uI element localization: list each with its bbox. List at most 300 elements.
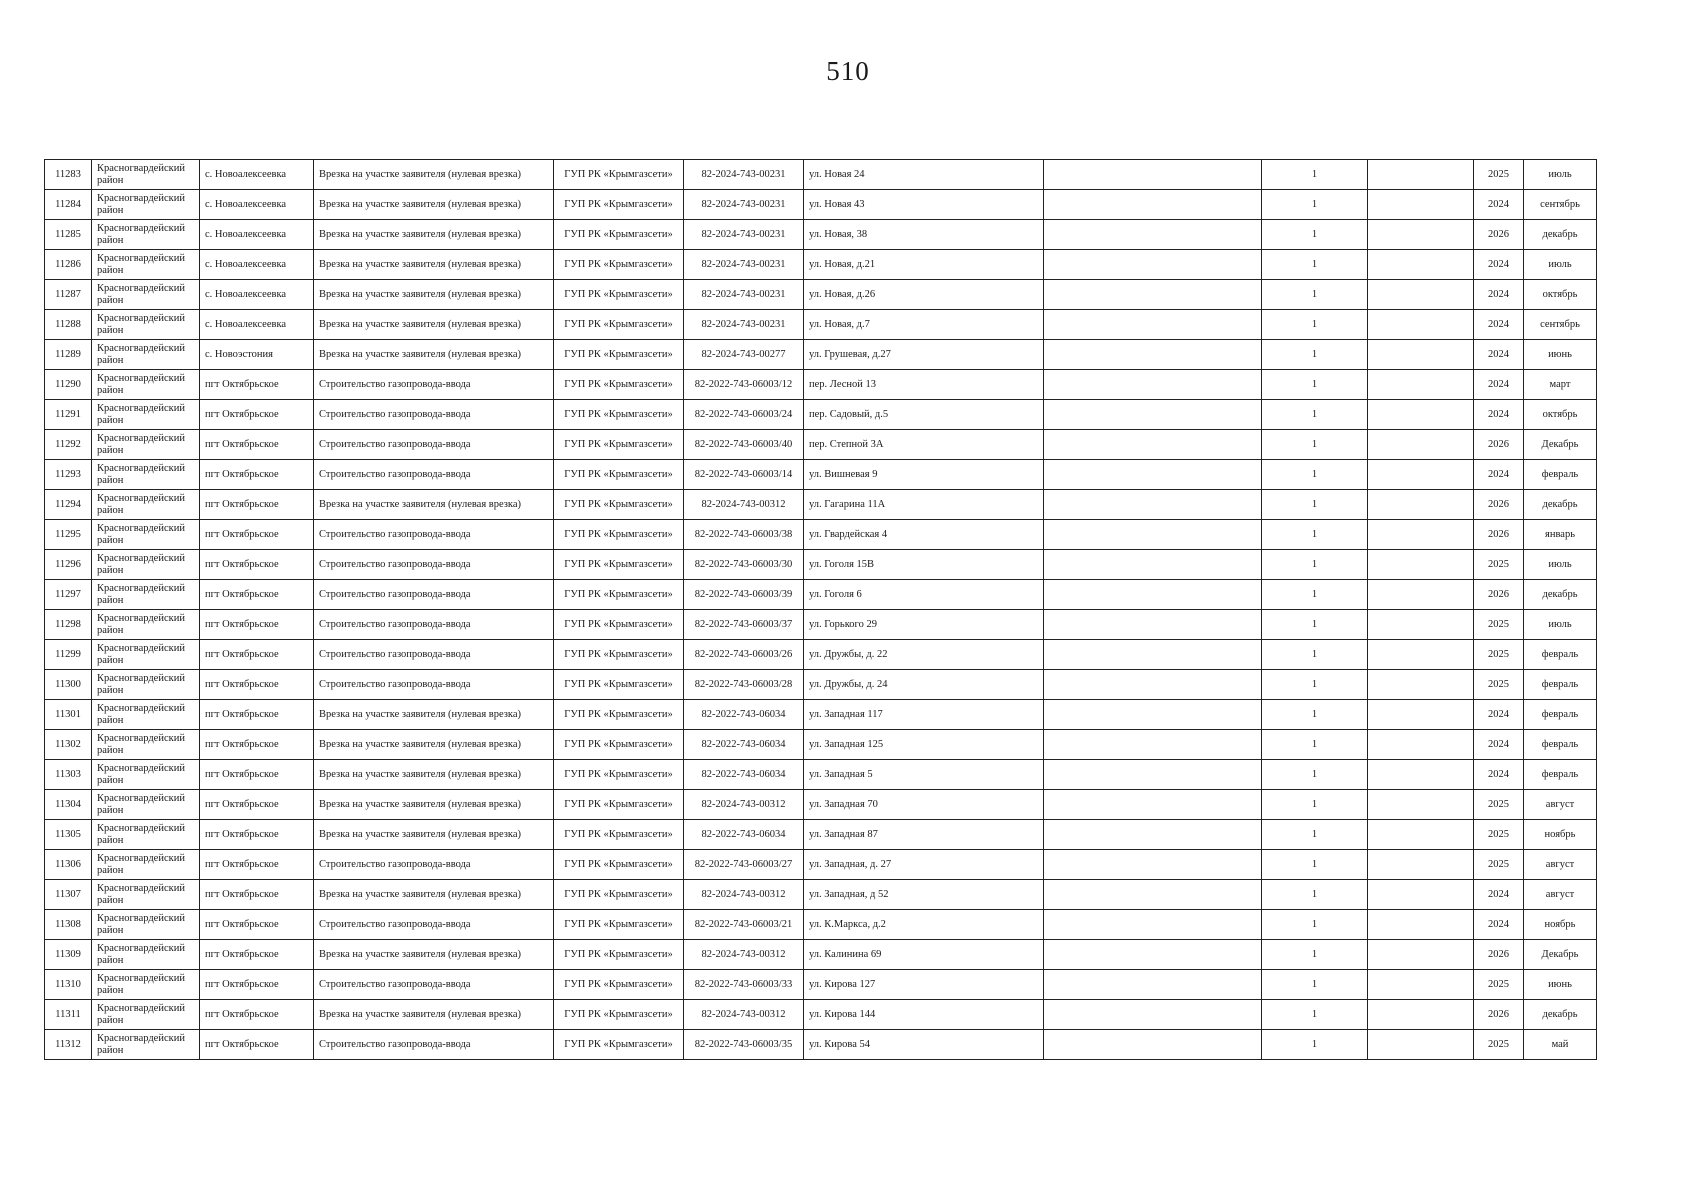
district-cell: Красногвардейский район xyxy=(92,430,200,460)
organization-cell: ГУП РК «Крымгазсети» xyxy=(554,1000,684,1030)
locality-cell: пгт Октябрьское xyxy=(200,700,314,730)
empty-cell xyxy=(1368,910,1474,940)
locality-cell: пгт Октябрьское xyxy=(200,580,314,610)
program-code-cell: 82-2022-743-06034 xyxy=(684,700,804,730)
work-type-cell: Врезка на участке заявителя (нулевая врезка) xyxy=(314,280,554,310)
row-number-cell: 11283 xyxy=(45,160,92,190)
address-cell: ул. Гвардейская 4 xyxy=(804,520,1044,550)
quantity-cell: 1 xyxy=(1262,970,1368,1000)
district-cell: Красногвардейский район xyxy=(92,160,200,190)
program-code-cell: 82-2022-743-06003/24 xyxy=(684,400,804,430)
year-cell: 2025 xyxy=(1474,970,1524,1000)
month-cell: ноябрь xyxy=(1524,820,1597,850)
row-number-cell: 11309 xyxy=(45,940,92,970)
organization-cell: ГУП РК «Крымгазсети» xyxy=(554,220,684,250)
empty-cell xyxy=(1044,670,1262,700)
organization-cell: ГУП РК «Крымгазсети» xyxy=(554,790,684,820)
month-cell: март xyxy=(1524,370,1597,400)
table-row xyxy=(45,340,1597,370)
empty-cell xyxy=(1044,250,1262,280)
organization-cell: ГУП РК «Крымгазсети» xyxy=(554,520,684,550)
program-code-cell: 82-2024-743-00231 xyxy=(684,280,804,310)
locality-cell: пгт Октябрьское xyxy=(200,760,314,790)
locality-cell: пгт Октябрьское xyxy=(200,400,314,430)
locality-cell: пгт Октябрьское xyxy=(200,970,314,1000)
district-cell: Красногвардейский район xyxy=(92,340,200,370)
organization-cell: ГУП РК «Крымгазсети» xyxy=(554,340,684,370)
program-code-cell: 82-2024-743-00231 xyxy=(684,160,804,190)
locality-cell: с. Новоалексеевка xyxy=(200,310,314,340)
year-cell: 2026 xyxy=(1474,430,1524,460)
program-code-cell: 82-2022-743-06003/35 xyxy=(684,1030,804,1060)
address-cell: ул. Кирова 144 xyxy=(804,1000,1044,1030)
empty-cell xyxy=(1044,910,1262,940)
table-row xyxy=(45,160,1597,190)
address-cell: ул. Западная 117 xyxy=(804,700,1044,730)
district-cell: Красногвардейский район xyxy=(92,640,200,670)
program-code-cell: 82-2024-743-00312 xyxy=(684,790,804,820)
program-code-cell: 82-2024-743-00312 xyxy=(684,490,804,520)
organization-cell: ГУП РК «Крымгазсети» xyxy=(554,430,684,460)
month-cell: август xyxy=(1524,790,1597,820)
month-cell: июль xyxy=(1524,550,1597,580)
locality-cell: пгт Октябрьское xyxy=(200,1030,314,1060)
work-type-cell: Врезка на участке заявителя (нулевая врезка) xyxy=(314,340,554,370)
address-cell: ул. Западная 125 xyxy=(804,730,1044,760)
quantity-cell: 1 xyxy=(1262,640,1368,670)
district-cell: Красногвардейский район xyxy=(92,490,200,520)
locality-cell: с. Новоалексеевка xyxy=(200,280,314,310)
table-row xyxy=(45,910,1597,940)
organization-cell: ГУП РК «Крымгазсети» xyxy=(554,1030,684,1060)
empty-cell xyxy=(1368,880,1474,910)
work-type-cell: Строительство газопровода-ввода xyxy=(314,850,554,880)
locality-cell: пгт Октябрьское xyxy=(200,490,314,520)
row-number-cell: 11310 xyxy=(45,970,92,1000)
registry-body xyxy=(45,160,1597,1060)
table-row xyxy=(45,1000,1597,1030)
quantity-cell: 1 xyxy=(1262,1000,1368,1030)
organization-cell: ГУП РК «Крымгазсети» xyxy=(554,640,684,670)
address-cell: ул. Западная 87 xyxy=(804,820,1044,850)
work-type-cell: Строительство газопровода-ввода xyxy=(314,910,554,940)
month-cell: июнь xyxy=(1524,340,1597,370)
row-number-cell: 11292 xyxy=(45,430,92,460)
work-type-cell: Врезка на участке заявителя (нулевая врезка) xyxy=(314,940,554,970)
month-cell: Декабрь xyxy=(1524,940,1597,970)
work-type-cell: Строительство газопровода-ввода xyxy=(314,430,554,460)
locality-cell: пгт Октябрьское xyxy=(200,730,314,760)
table-row xyxy=(45,250,1597,280)
address-cell: ул. Новая 43 xyxy=(804,190,1044,220)
year-cell: 2025 xyxy=(1474,670,1524,700)
organization-cell: ГУП РК «Крымгазсети» xyxy=(554,940,684,970)
locality-cell: пгт Октябрьское xyxy=(200,610,314,640)
row-number-cell: 11300 xyxy=(45,670,92,700)
district-cell: Красногвардейский район xyxy=(92,730,200,760)
row-number-cell: 11290 xyxy=(45,370,92,400)
table-row xyxy=(45,370,1597,400)
month-cell: декабрь xyxy=(1524,220,1597,250)
row-number-cell: 11285 xyxy=(45,220,92,250)
empty-cell xyxy=(1044,700,1262,730)
row-number-cell: 11294 xyxy=(45,490,92,520)
district-cell: Красногвардейский район xyxy=(92,790,200,820)
address-cell: ул. Западная, д. 27 xyxy=(804,850,1044,880)
empty-cell xyxy=(1368,640,1474,670)
program-code-cell: 82-2022-743-06034 xyxy=(684,760,804,790)
empty-cell xyxy=(1044,880,1262,910)
row-number-cell: 11304 xyxy=(45,790,92,820)
quantity-cell: 1 xyxy=(1262,580,1368,610)
year-cell: 2024 xyxy=(1474,190,1524,220)
work-type-cell: Строительство газопровода-ввода xyxy=(314,610,554,640)
quantity-cell: 1 xyxy=(1262,340,1368,370)
empty-cell xyxy=(1044,400,1262,430)
empty-cell xyxy=(1044,730,1262,760)
month-cell: февраль xyxy=(1524,460,1597,490)
organization-cell: ГУП РК «Крымгазсети» xyxy=(554,970,684,1000)
address-cell: ул. Гоголя 15В xyxy=(804,550,1044,580)
empty-cell xyxy=(1044,520,1262,550)
registry-table xyxy=(44,159,1597,1060)
row-number-cell: 11312 xyxy=(45,1030,92,1060)
empty-cell xyxy=(1044,850,1262,880)
address-cell: ул. Кирова 127 xyxy=(804,970,1044,1000)
year-cell: 2026 xyxy=(1474,940,1524,970)
address-cell: ул. Дружбы, д. 24 xyxy=(804,670,1044,700)
district-cell: Красногвардейский район xyxy=(92,310,200,340)
quantity-cell: 1 xyxy=(1262,790,1368,820)
empty-cell xyxy=(1368,790,1474,820)
locality-cell: пгт Октябрьское xyxy=(200,880,314,910)
empty-cell xyxy=(1368,670,1474,700)
table-row xyxy=(45,610,1597,640)
work-type-cell: Врезка на участке заявителя (нулевая врезка) xyxy=(314,760,554,790)
empty-cell xyxy=(1044,760,1262,790)
address-cell: ул. Западная 70 xyxy=(804,790,1044,820)
year-cell: 2025 xyxy=(1474,550,1524,580)
row-number-cell: 11301 xyxy=(45,700,92,730)
year-cell: 2024 xyxy=(1474,400,1524,430)
row-number-cell: 11302 xyxy=(45,730,92,760)
row-number-cell: 11295 xyxy=(45,520,92,550)
table-row xyxy=(45,400,1597,430)
row-number-cell: 11311 xyxy=(45,1000,92,1030)
table-row xyxy=(45,700,1597,730)
address-cell: ул. Новая, д.26 xyxy=(804,280,1044,310)
work-type-cell: Врезка на участке заявителя (нулевая врезка) xyxy=(314,820,554,850)
table-row xyxy=(45,790,1597,820)
month-cell: декабрь xyxy=(1524,580,1597,610)
year-cell: 2025 xyxy=(1474,850,1524,880)
quantity-cell: 1 xyxy=(1262,250,1368,280)
quantity-cell: 1 xyxy=(1262,310,1368,340)
table-row xyxy=(45,280,1597,310)
program-code-cell: 82-2022-743-06003/26 xyxy=(684,640,804,670)
district-cell: Красногвардейский район xyxy=(92,1000,200,1030)
organization-cell: ГУП РК «Крымгазсети» xyxy=(554,910,684,940)
program-code-cell: 82-2024-743-00231 xyxy=(684,190,804,220)
work-type-cell: Врезка на участке заявителя (нулевая врезка) xyxy=(314,310,554,340)
quantity-cell: 1 xyxy=(1262,730,1368,760)
empty-cell xyxy=(1368,520,1474,550)
district-cell: Красногвардейский район xyxy=(92,850,200,880)
empty-cell xyxy=(1368,610,1474,640)
district-cell: Красногвардейский район xyxy=(92,970,200,1000)
district-cell: Красногвардейский район xyxy=(92,610,200,640)
quantity-cell: 1 xyxy=(1262,520,1368,550)
empty-cell xyxy=(1368,190,1474,220)
empty-cell xyxy=(1368,220,1474,250)
empty-cell xyxy=(1044,160,1262,190)
table-row xyxy=(45,820,1597,850)
month-cell: август xyxy=(1524,850,1597,880)
organization-cell: ГУП РК «Крымгазсети» xyxy=(554,190,684,220)
quantity-cell: 1 xyxy=(1262,850,1368,880)
quantity-cell: 1 xyxy=(1262,460,1368,490)
district-cell: Красногвардейский район xyxy=(92,370,200,400)
year-cell: 2024 xyxy=(1474,700,1524,730)
organization-cell: ГУП РК «Крымгазсети» xyxy=(554,160,684,190)
work-type-cell: Врезка на участке заявителя (нулевая врезка) xyxy=(314,880,554,910)
year-cell: 2024 xyxy=(1474,280,1524,310)
empty-cell xyxy=(1368,580,1474,610)
month-cell: январь xyxy=(1524,520,1597,550)
quantity-cell: 1 xyxy=(1262,1030,1368,1060)
program-code-cell: 82-2024-743-00277 xyxy=(684,340,804,370)
organization-cell: ГУП РК «Крымгазсети» xyxy=(554,610,684,640)
empty-cell xyxy=(1044,310,1262,340)
empty-cell xyxy=(1044,970,1262,1000)
address-cell: ул. Гоголя 6 xyxy=(804,580,1044,610)
district-cell: Красногвардейский район xyxy=(92,880,200,910)
year-cell: 2024 xyxy=(1474,880,1524,910)
address-cell: ул. Грушевая, д.27 xyxy=(804,340,1044,370)
month-cell: октябрь xyxy=(1524,280,1597,310)
address-cell: ул. Вишневая 9 xyxy=(804,460,1044,490)
locality-cell: пгт Октябрьское xyxy=(200,790,314,820)
month-cell: август xyxy=(1524,880,1597,910)
work-type-cell: Строительство газопровода-ввода xyxy=(314,580,554,610)
empty-cell xyxy=(1044,370,1262,400)
row-number-cell: 11297 xyxy=(45,580,92,610)
empty-cell xyxy=(1044,940,1262,970)
row-number-cell: 11307 xyxy=(45,880,92,910)
program-code-cell: 82-2024-743-00312 xyxy=(684,1000,804,1030)
address-cell: ул. Западная 5 xyxy=(804,760,1044,790)
row-number-cell: 11305 xyxy=(45,820,92,850)
work-type-cell: Строительство газопровода-ввода xyxy=(314,640,554,670)
district-cell: Красногвардейский район xyxy=(92,670,200,700)
empty-cell xyxy=(1044,340,1262,370)
empty-cell xyxy=(1368,1000,1474,1030)
year-cell: 2024 xyxy=(1474,370,1524,400)
district-cell: Красногвардейский район xyxy=(92,400,200,430)
locality-cell: пгт Октябрьское xyxy=(200,640,314,670)
table-row xyxy=(45,580,1597,610)
year-cell: 2024 xyxy=(1474,730,1524,760)
program-code-cell: 82-2022-743-06003/38 xyxy=(684,520,804,550)
year-cell: 2025 xyxy=(1474,640,1524,670)
year-cell: 2025 xyxy=(1474,820,1524,850)
organization-cell: ГУП РК «Крымгазсети» xyxy=(554,400,684,430)
year-cell: 2025 xyxy=(1474,160,1524,190)
program-code-cell: 82-2022-743-06003/39 xyxy=(684,580,804,610)
table-row xyxy=(45,490,1597,520)
district-cell: Красногвардейский район xyxy=(92,190,200,220)
month-cell: февраль xyxy=(1524,760,1597,790)
month-cell: июль xyxy=(1524,250,1597,280)
address-cell: ул. Западная, д 52 xyxy=(804,880,1044,910)
empty-cell xyxy=(1044,1030,1262,1060)
year-cell: 2026 xyxy=(1474,520,1524,550)
locality-cell: пгт Октябрьское xyxy=(200,430,314,460)
year-cell: 2025 xyxy=(1474,790,1524,820)
address-cell: пер. Лесной 13 xyxy=(804,370,1044,400)
empty-cell xyxy=(1368,160,1474,190)
empty-cell xyxy=(1368,970,1474,1000)
year-cell: 2024 xyxy=(1474,340,1524,370)
organization-cell: ГУП РК «Крымгазсети» xyxy=(554,880,684,910)
district-cell: Красногвардейский район xyxy=(92,250,200,280)
quantity-cell: 1 xyxy=(1262,370,1368,400)
organization-cell: ГУП РК «Крымгазсети» xyxy=(554,370,684,400)
quantity-cell: 1 xyxy=(1262,490,1368,520)
row-number-cell: 11291 xyxy=(45,400,92,430)
quantity-cell: 1 xyxy=(1262,400,1368,430)
quantity-cell: 1 xyxy=(1262,550,1368,580)
locality-cell: с. Новоалексеевка xyxy=(200,190,314,220)
empty-cell xyxy=(1044,190,1262,220)
locality-cell: пгт Октябрьское xyxy=(200,940,314,970)
address-cell: ул. К.Маркса, д.2 xyxy=(804,910,1044,940)
table-row xyxy=(45,550,1597,580)
empty-cell xyxy=(1368,370,1474,400)
row-number-cell: 11298 xyxy=(45,610,92,640)
program-code-cell: 82-2022-743-06034 xyxy=(684,730,804,760)
district-cell: Красногвардейский район xyxy=(92,1030,200,1060)
locality-cell: с. Новоалексеевка xyxy=(200,250,314,280)
organization-cell: ГУП РК «Крымгазсети» xyxy=(554,730,684,760)
row-number-cell: 11288 xyxy=(45,310,92,340)
district-cell: Красногвардейский район xyxy=(92,220,200,250)
month-cell: февраль xyxy=(1524,640,1597,670)
empty-cell xyxy=(1044,280,1262,310)
year-cell: 2024 xyxy=(1474,910,1524,940)
table-row xyxy=(45,880,1597,910)
organization-cell: ГУП РК «Крымгазсети» xyxy=(554,670,684,700)
work-type-cell: Строительство газопровода-ввода xyxy=(314,970,554,1000)
work-type-cell: Врезка на участке заявителя (нулевая врезка) xyxy=(314,220,554,250)
organization-cell: ГУП РК «Крымгазсети» xyxy=(554,250,684,280)
organization-cell: ГУП РК «Крымгазсети» xyxy=(554,700,684,730)
program-code-cell: 82-2022-743-06003/37 xyxy=(684,610,804,640)
program-code-cell: 82-2024-743-00231 xyxy=(684,220,804,250)
empty-cell xyxy=(1044,640,1262,670)
locality-cell: с. Новоалексеевка xyxy=(200,220,314,250)
locality-cell: с. Новоэстония xyxy=(200,340,314,370)
organization-cell: ГУП РК «Крымгазсети» xyxy=(554,280,684,310)
row-number-cell: 11299 xyxy=(45,640,92,670)
locality-cell: пгт Октябрьское xyxy=(200,520,314,550)
empty-cell xyxy=(1044,820,1262,850)
district-cell: Красногвардейский район xyxy=(92,550,200,580)
address-cell: пер. Степной 3А xyxy=(804,430,1044,460)
table-row xyxy=(45,760,1597,790)
program-code-cell: 82-2022-743-06003/14 xyxy=(684,460,804,490)
district-cell: Красногвардейский район xyxy=(92,280,200,310)
table-row xyxy=(45,940,1597,970)
quantity-cell: 1 xyxy=(1262,760,1368,790)
work-type-cell: Строительство газопровода-ввода xyxy=(314,550,554,580)
district-cell: Красногвардейский район xyxy=(92,940,200,970)
quantity-cell: 1 xyxy=(1262,220,1368,250)
work-type-cell: Врезка на участке заявителя (нулевая врезка) xyxy=(314,490,554,520)
month-cell: май xyxy=(1524,1030,1597,1060)
month-cell: июнь xyxy=(1524,970,1597,1000)
program-code-cell: 82-2024-743-00312 xyxy=(684,880,804,910)
table-row xyxy=(45,520,1597,550)
page-number: 510 xyxy=(826,56,870,86)
empty-cell xyxy=(1368,940,1474,970)
address-cell: ул. Новая 24 xyxy=(804,160,1044,190)
address-cell: ул. Новая, д.7 xyxy=(804,310,1044,340)
month-cell: октябрь xyxy=(1524,400,1597,430)
month-cell: декабрь xyxy=(1524,490,1597,520)
address-cell: ул. Калинина 69 xyxy=(804,940,1044,970)
address-cell: ул. Дружбы, д. 22 xyxy=(804,640,1044,670)
table-row xyxy=(45,970,1597,1000)
table-row xyxy=(45,730,1597,760)
empty-cell xyxy=(1044,220,1262,250)
address-cell: пер. Садовый, д.5 xyxy=(804,400,1044,430)
quantity-cell: 1 xyxy=(1262,670,1368,700)
address-cell: ул. Гагарина 11А xyxy=(804,490,1044,520)
quantity-cell: 1 xyxy=(1262,880,1368,910)
district-cell: Красногвардейский район xyxy=(92,760,200,790)
empty-cell xyxy=(1044,580,1262,610)
work-type-cell: Врезка на участке заявителя (нулевая врезка) xyxy=(314,250,554,280)
organization-cell: ГУП РК «Крымгазсети» xyxy=(554,490,684,520)
quantity-cell: 1 xyxy=(1262,430,1368,460)
month-cell: февраль xyxy=(1524,670,1597,700)
program-code-cell: 82-2022-743-06003/40 xyxy=(684,430,804,460)
locality-cell: пгт Октябрьское xyxy=(200,850,314,880)
row-number-cell: 11293 xyxy=(45,460,92,490)
work-type-cell: Строительство газопровода-ввода xyxy=(314,670,554,700)
row-number-cell: 11308 xyxy=(45,910,92,940)
work-type-cell: Врезка на участке заявителя (нулевая врезка) xyxy=(314,190,554,220)
quantity-cell: 1 xyxy=(1262,160,1368,190)
empty-cell xyxy=(1368,280,1474,310)
organization-cell: ГУП РК «Крымгазсети» xyxy=(554,850,684,880)
locality-cell: с. Новоалексеевка xyxy=(200,160,314,190)
work-type-cell: Врезка на участке заявителя (нулевая врезка) xyxy=(314,790,554,820)
month-cell: Декабрь xyxy=(1524,430,1597,460)
quantity-cell: 1 xyxy=(1262,190,1368,220)
month-cell: сентябрь xyxy=(1524,310,1597,340)
program-code-cell: 82-2024-743-00312 xyxy=(684,940,804,970)
organization-cell: ГУП РК «Крымгазсети» xyxy=(554,580,684,610)
locality-cell: пгт Октябрьское xyxy=(200,910,314,940)
quantity-cell: 1 xyxy=(1262,910,1368,940)
table-row xyxy=(45,190,1597,220)
month-cell: февраль xyxy=(1524,700,1597,730)
district-cell: Красногвардейский район xyxy=(92,700,200,730)
district-cell: Красногвардейский район xyxy=(92,910,200,940)
quantity-cell: 1 xyxy=(1262,280,1368,310)
